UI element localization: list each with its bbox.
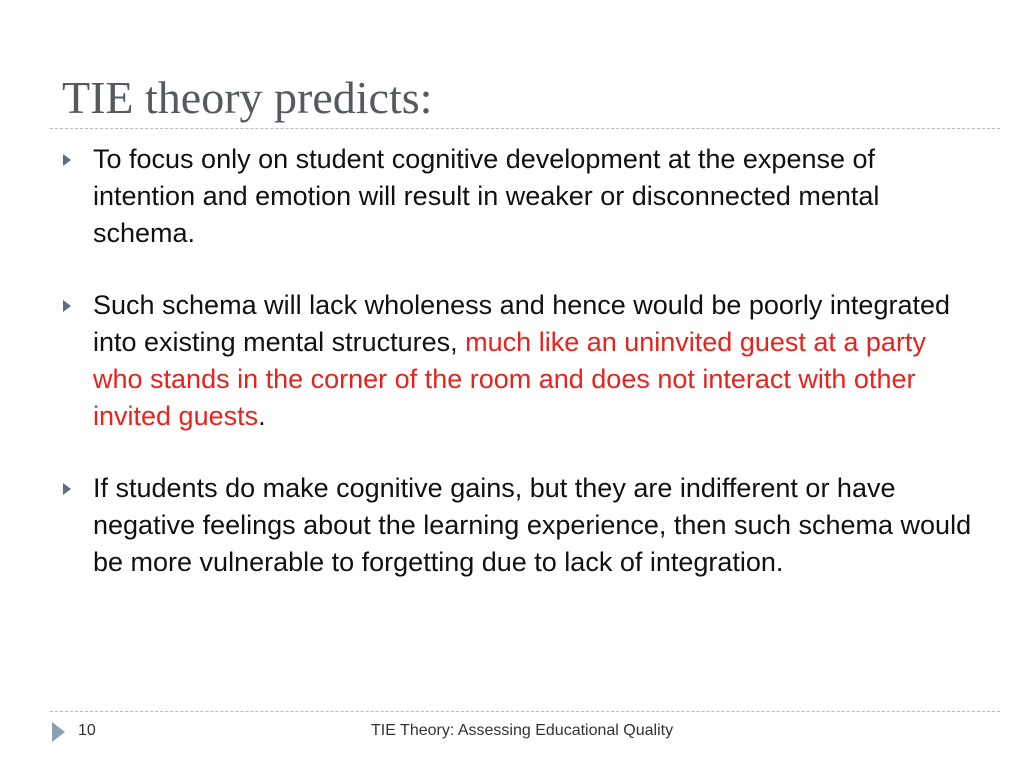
bullet-text-end: . bbox=[258, 401, 266, 431]
title-divider bbox=[50, 128, 1000, 129]
bullet-arrow-icon bbox=[63, 300, 71, 312]
bullet-item bbox=[60, 287, 980, 435]
highlighted-text: much like an uninvited guest at a party who stands in the corner of the room and does not interact with other invited guests bbox=[93, 327, 926, 431]
triangle-right-icon bbox=[52, 722, 65, 742]
page-number: 10 bbox=[78, 722, 96, 739]
bullet-arrow-icon bbox=[63, 483, 71, 495]
bullet-text: Such schema will lack wholeness and hence would be poorly integrated into existing mental structures, bbox=[93, 290, 950, 357]
footer-title: TIE Theory: Assessing Educational Quality bbox=[371, 722, 674, 739]
bullet-text: To focus only on student cognitive development at the expense of intention and emotion will result in weaker or disconnected mental schema. bbox=[93, 144, 880, 248]
bullet-item bbox=[60, 470, 980, 581]
bullet-list bbox=[60, 141, 980, 581]
bullet-item bbox=[60, 141, 980, 252]
bullet-text: If students do make cognitive gains, but they are indifferent or have negative feelings about the learning experience, then such schema would be more vulnerable to forgetting due to lack of integration. bbox=[93, 473, 972, 577]
footer-divider bbox=[50, 711, 1000, 712]
bullet-arrow-icon bbox=[63, 154, 71, 166]
slide-title: TIE theory predicts: bbox=[62, 72, 433, 123]
